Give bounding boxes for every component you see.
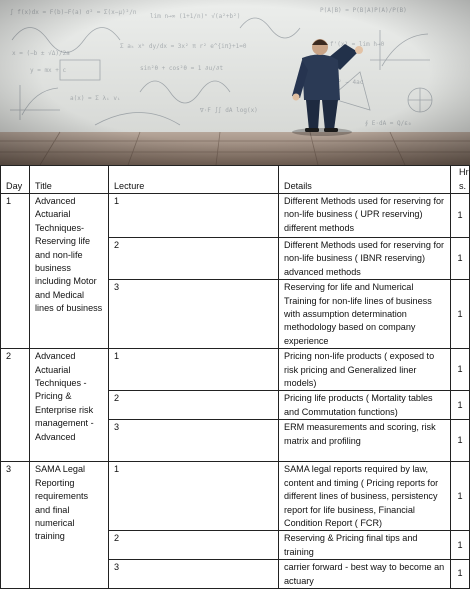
details-cell: ERM measurements and scoring, risk matrix and profiling bbox=[279, 420, 451, 462]
details-cell: SAMA legal reports required by law, content and timing ( Pricing reports for different lines of business, persistency report for life business, Financial Condition Report ( FCR) bbox=[279, 462, 451, 531]
lecture-cell: 3 bbox=[109, 280, 279, 349]
title-cell: Advanced Actuarial Techniques - Pricing & Enterprise risk management - Advanced bbox=[30, 349, 109, 462]
hrs-cell: 1 bbox=[451, 194, 470, 238]
title-cell: SAMA Legal Reporting requirements and final numerical training bbox=[30, 462, 109, 589]
hrs-cell: 1 bbox=[451, 349, 470, 391]
header-row bbox=[1, 166, 470, 194]
header-hrs: Hr s. bbox=[451, 166, 470, 194]
schedule-table bbox=[0, 165, 470, 589]
lecture-cell: 3 bbox=[109, 560, 279, 589]
hrs-cell: 1 bbox=[451, 391, 470, 420]
details-cell: Reserving for life and Numerical Training for non-life lines of business with assumption determination methodology based on company experience bbox=[279, 280, 451, 349]
details-cell: Pricing life products ( Mortality tables and Commutation functions) bbox=[279, 391, 451, 420]
lecture-cell: 1 bbox=[109, 194, 279, 238]
table-row bbox=[1, 462, 470, 531]
details-cell: Different Methods used for reserving for non-life business ( IBNR reserving) advanced methods bbox=[279, 238, 451, 280]
header-lecture: Lecture bbox=[109, 166, 279, 194]
table-row bbox=[1, 349, 470, 391]
hrs-cell: 1 bbox=[451, 280, 470, 349]
lecture-cell: 1 bbox=[109, 349, 279, 391]
hrs-cell: 1 bbox=[451, 560, 470, 589]
lecture-cell: 1 bbox=[109, 462, 279, 531]
day-cell: 2 bbox=[1, 349, 30, 462]
hero-image bbox=[0, 0, 470, 165]
hrs-cell: 1 bbox=[451, 531, 470, 560]
details-cell: Different Methods used for reserving for non-life business ( UPR reserving) different methods bbox=[279, 194, 451, 238]
details-cell: Pricing non-life products ( exposed to risk pricing and Generalized liner models) bbox=[279, 349, 451, 391]
details-cell: carrier forward - best way to become an actuary bbox=[279, 560, 451, 589]
table-row bbox=[1, 194, 470, 238]
lecture-cell: 2 bbox=[109, 531, 279, 560]
details-cell: Reserving & Pricing final tips and training bbox=[279, 531, 451, 560]
hrs-cell: 1 bbox=[451, 238, 470, 280]
hrs-cell: 1 bbox=[451, 462, 470, 531]
header-title: Title bbox=[30, 166, 109, 194]
lecture-cell: 2 bbox=[109, 238, 279, 280]
lecture-cell: 3 bbox=[109, 420, 279, 462]
header-day: Day bbox=[1, 166, 30, 194]
title-cell: Advanced Actuarial Techniques- Reserving life and non-life business including Motor and Medical lines of business bbox=[30, 194, 109, 349]
day-cell: 1 bbox=[1, 194, 30, 349]
lecture-cell: 2 bbox=[109, 391, 279, 420]
hrs-cell: 1 bbox=[451, 420, 470, 462]
day-cell: 3 bbox=[1, 462, 30, 589]
header-details: Details bbox=[279, 166, 451, 194]
